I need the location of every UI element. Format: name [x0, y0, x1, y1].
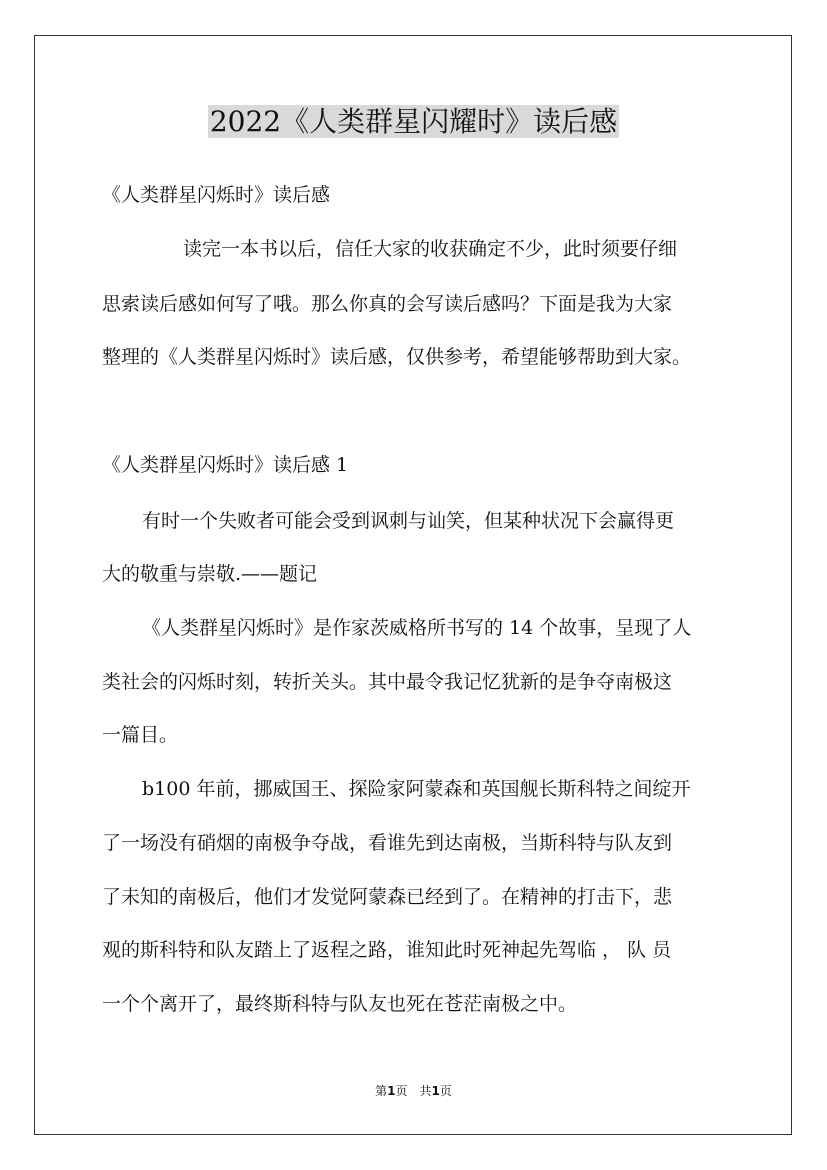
intro-line-3: 整理的《人类群星闪烁时》读后感，仅供参考，希望能够帮助到大家。	[102, 346, 692, 368]
paragraph2-line-4: 观的斯科特和队友踏上了返程之路，谁知此时死神起先驾临 ， 队 员	[102, 939, 672, 961]
document-subtitle: 《人类群星闪烁时》读后感	[102, 184, 331, 206]
document-title	[0, 100, 827, 144]
document-title-text: 2022《人类群星闪耀时》读后感	[209, 105, 618, 138]
paragraph2-line-3: 了未知的南极后，他们才发觉阿蒙森已经到了。在精神的打击下，悲	[102, 886, 673, 908]
paragraph1-line-2: 类社会的闪烁时刻，转折关头。其中最令我记忆犹新的是争夺南极这	[102, 671, 673, 693]
intro-line-1: 读完一本书以后，信任大家的收获确定不少，此时须要仔细	[183, 238, 678, 260]
page-footer	[0, 1083, 827, 1099]
paragraph2-line-2: 了一场没有硝烟的南极争夺战，看谁先到达南极，当斯科特与队友到	[102, 832, 673, 854]
intro-line-2: 思索读后感如何写了哦。那么你真的会写读后感吗？下面是我为大家	[102, 293, 673, 315]
page-suffix: 页	[439, 1084, 452, 1098]
epigraph-line-2: 大的敬重与崇敬.——题记	[102, 563, 318, 585]
page-total: 1	[431, 1084, 440, 1098]
paragraph1-line-3: 一篇目。	[102, 724, 179, 746]
epigraph-line-1: 有时一个失败者可能会受到讽刺与讪笑，但某种状况下会赢得更	[142, 510, 675, 532]
paragraph1-line-1: 《人类群星闪烁时》是作家茨威格所书写的 14 个故事，呈现了人	[142, 617, 692, 639]
paragraph2-line-1: b100 年前，挪威国王、探险家阿蒙森和英国舰长斯科特之间绽开	[142, 778, 691, 800]
section-heading: 《人类群星闪烁时》读后感 1	[102, 454, 349, 476]
page-mid: 页 共	[395, 1084, 432, 1098]
paragraph2-line-5: 一个个离开了，最终斯科特与队友也死在苍茫南极之中。	[102, 993, 578, 1015]
page-prefix: 第	[375, 1084, 388, 1098]
page-current: 1	[387, 1084, 396, 1098]
